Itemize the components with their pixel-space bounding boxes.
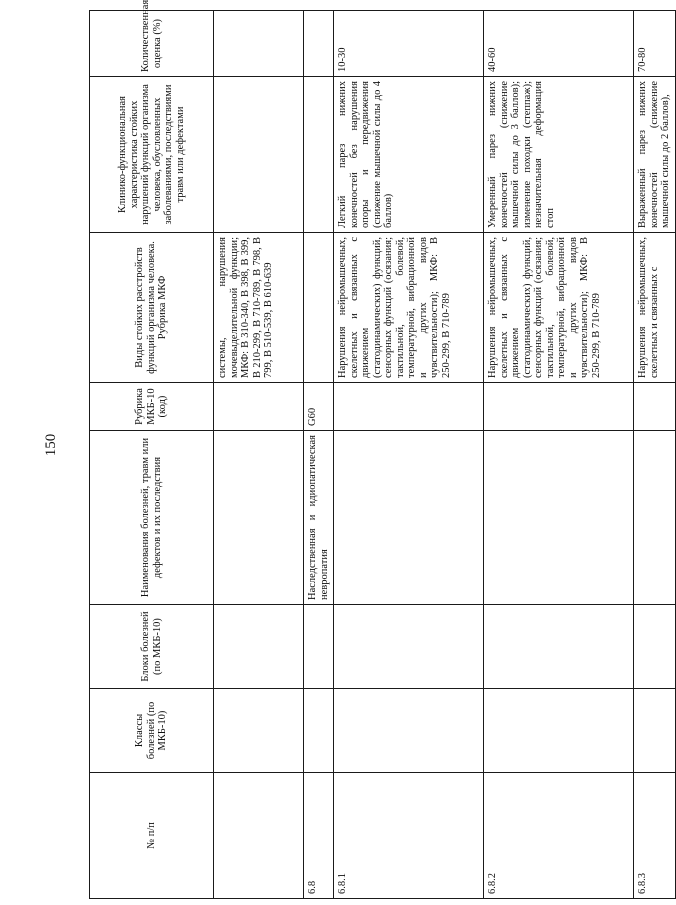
table-row xyxy=(214,11,304,899)
cell-name xyxy=(334,431,484,605)
table-row xyxy=(304,11,334,899)
cell-name xyxy=(634,431,676,605)
cell-code xyxy=(334,383,484,431)
rotated-table-container xyxy=(89,0,671,899)
cell-types xyxy=(304,233,334,383)
cell-block xyxy=(634,605,676,689)
cell-clinical: Выраженный парез нижних конечностей (снижение мышечной силы до 2 баллов), xyxy=(634,77,676,233)
cell-code xyxy=(214,383,304,431)
cell-score: 70-80 xyxy=(634,11,676,77)
cell-block xyxy=(304,605,334,689)
header-blocks: Блоки болезней (по МКБ-10) xyxy=(90,605,214,689)
cell-score xyxy=(304,11,334,77)
cell-name xyxy=(214,431,304,605)
table-row xyxy=(484,11,634,899)
cell-score: 10-30 xyxy=(334,11,484,77)
header-classes: Классы болезней (по МКБ-10) xyxy=(90,689,214,773)
cell-clinical: Умеренный парез нижних конечностей (снижение мышечной силы до 3 баллов); изменение походки (степпаж); незначительная деформация стоп xyxy=(484,77,634,233)
page-number: 150 xyxy=(43,433,59,457)
cell-num: 6.8.1 xyxy=(334,773,484,899)
cell-num: 6.8.3 xyxy=(634,773,676,899)
cell-class xyxy=(634,689,676,773)
cell-clinical: Легкий парез нижних конечностей без нарушения опоры и передвижения (снижение мышечной силы до 4 баллов) xyxy=(334,77,484,233)
cell-name: Наследственная и идиопатическая невропатия xyxy=(304,431,334,605)
cell-num xyxy=(214,773,304,899)
cell-class xyxy=(304,689,334,773)
cell-types: Нарушения нейромышечных, скелетных и связанных с движением (статодинамических) функций, сенсорных функций (осязания; тактильной, болевой, температурной, вибрационной и других видов чувствительности); МКФ: B 250-299, B 710-789 xyxy=(334,233,484,383)
cell-code: G60 xyxy=(304,383,334,431)
header-code: Рубрика МКБ-10 (код) xyxy=(90,383,214,431)
cell-name xyxy=(484,431,634,605)
header-names: Наименования болезней, травм или дефектов и их последствия xyxy=(90,431,214,605)
header-clinical: Клинико-функциональная характеристика стойких нарушений функций организма человека, обусловленных заболеваниями, последствиями травм или дефектами xyxy=(90,77,214,233)
table-row xyxy=(334,11,484,899)
cell-num: 6.8 xyxy=(304,773,334,899)
table-row xyxy=(634,11,676,899)
header-row xyxy=(90,11,214,899)
cell-code xyxy=(484,383,634,431)
cell-clinical xyxy=(304,77,334,233)
cell-class xyxy=(484,689,634,773)
cell-block xyxy=(484,605,634,689)
cell-clinical xyxy=(214,77,304,233)
cell-block xyxy=(334,605,484,689)
header-score: Количественная оценка (%) xyxy=(90,11,214,77)
header-num: № п/п xyxy=(90,773,214,899)
cell-num: 6.8.2 xyxy=(484,773,634,899)
cell-class xyxy=(214,689,304,773)
cell-class xyxy=(334,689,484,773)
header-types: Виды стойких расстройств функций организма человека. Рубрика МКФ xyxy=(90,233,214,383)
cell-score xyxy=(214,11,304,77)
disability-criteria-table xyxy=(89,0,676,899)
cell-types: Нарушения нейромышечных, скелетных и связанных с xyxy=(634,233,676,383)
cell-score: 40-60 xyxy=(484,11,634,77)
cell-types: Нарушения нейромышечных, скелетных и связанных с движением (статодинамических) функций, сенсорных функций (осязания; тактильной, болевой, температурной, вибрационной и других видов чувствительности); МКФ: B 250-299, B 710-789 xyxy=(484,233,634,383)
cell-code xyxy=(634,383,676,431)
cell-block xyxy=(214,605,304,689)
cell-types: системы, нарушения мочевыделительной функции; МКФ: B 310-340, B 398, B 399, B 210-299, B 710-789, B 798, B 799, B 510-539, B 610-639 xyxy=(214,233,304,383)
